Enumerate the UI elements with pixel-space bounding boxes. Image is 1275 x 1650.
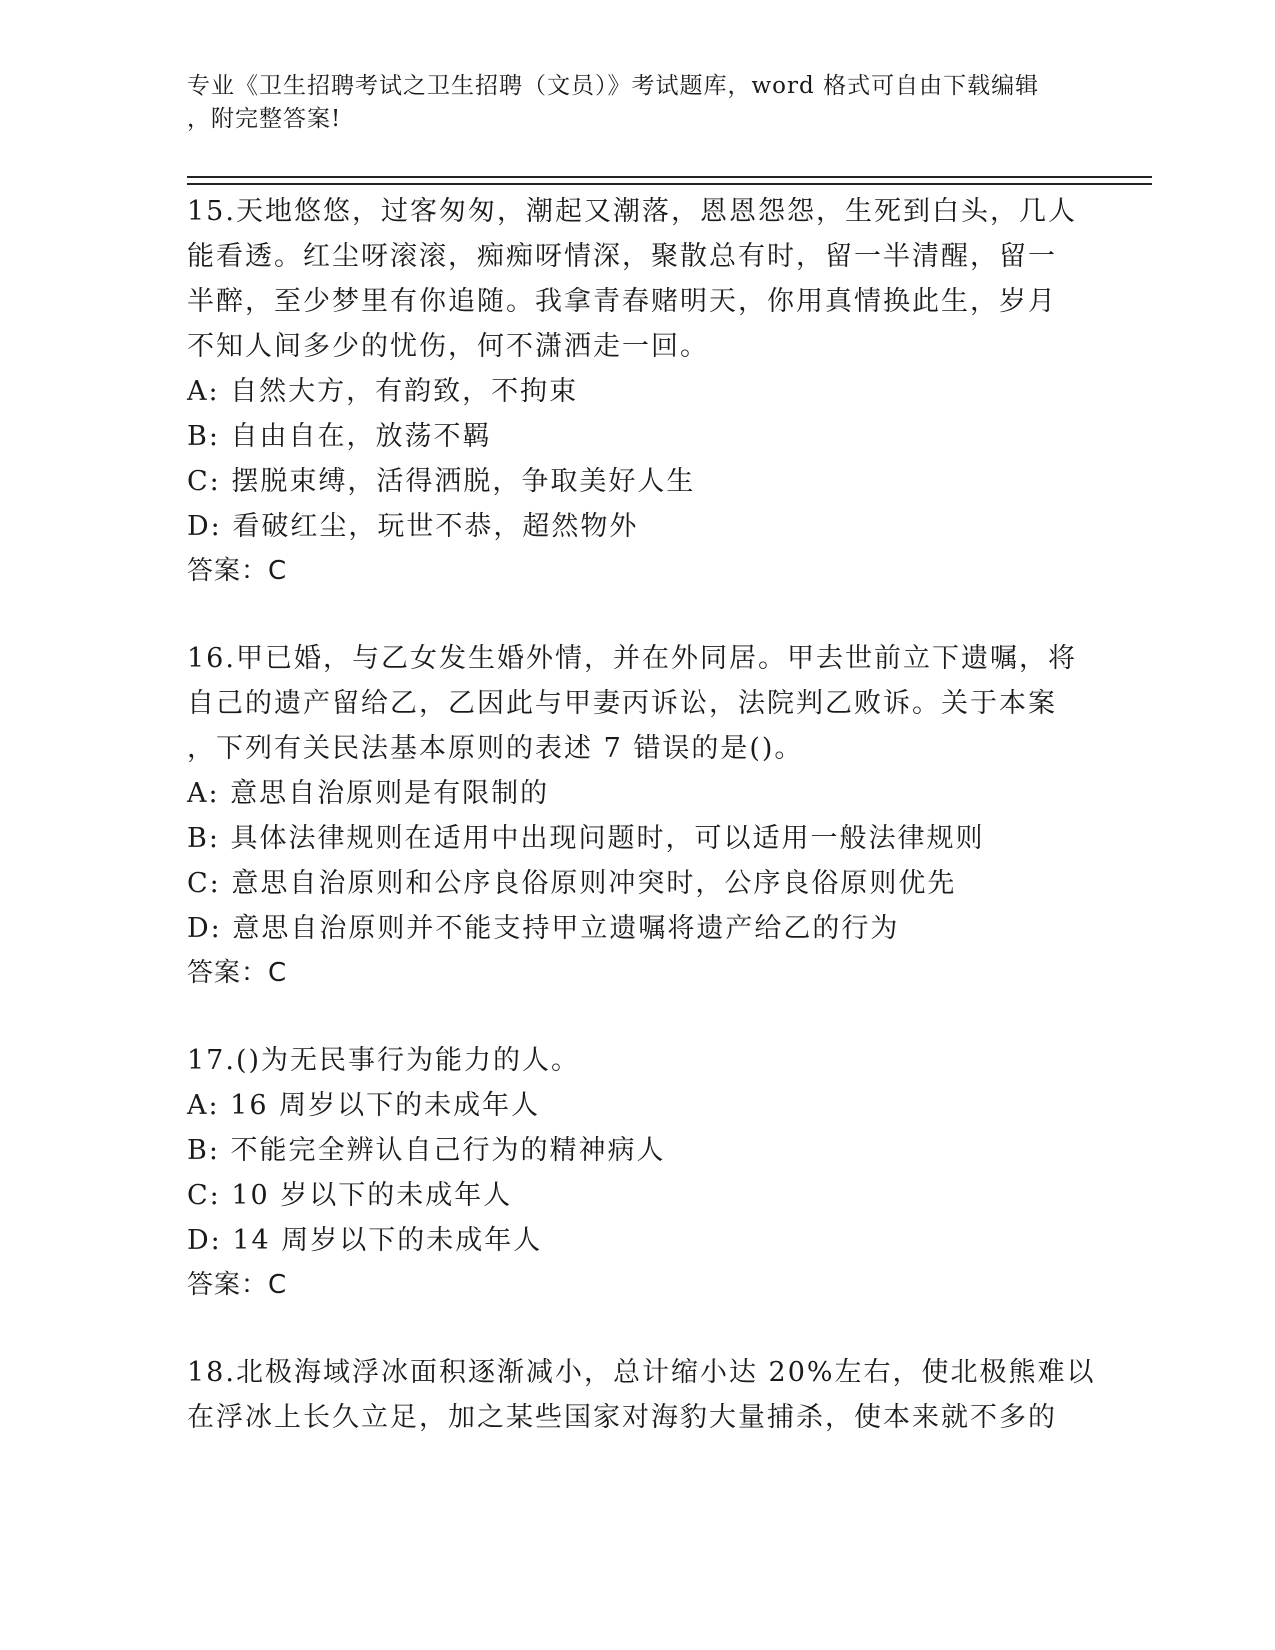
answer-option: D: 看破红尘，玩世不恭，超然物外 xyxy=(187,511,639,542)
answer-key: 答案：C xyxy=(187,1270,288,1300)
question-list xyxy=(187,189,1096,1482)
answer-option: D: 意思自治原则并不能支持甲立遗嘱将遗产给乙的行为 xyxy=(187,913,900,944)
answer-option: C: 摆脱束缚，活得洒脱，争取美好人生 xyxy=(187,466,696,497)
question-block xyxy=(187,636,1077,996)
question-block xyxy=(187,1038,1067,1308)
answer-option: A: 自然大方，有韵致，不拘束 xyxy=(187,376,579,407)
header-divider-bottom xyxy=(187,183,1152,185)
question-block xyxy=(187,189,1077,594)
question-stem xyxy=(187,189,1077,369)
question-stem-line: 自己的遗产留给乙，乙因此与甲妻丙诉讼，法院判乙败诉。关于本案 xyxy=(187,688,1057,719)
question-stem-line: 15.天地悠悠，过客匆匆，潮起又潮落，恩恩怨怨，生死到白头，几人 xyxy=(187,196,1077,227)
answer-option: A: 16 周岁以下的未成年人 xyxy=(187,1090,541,1121)
answer-option: B: 具体法律规则在适用中出现问题时，可以适用一般法律规则 xyxy=(187,823,985,854)
header-divider-top xyxy=(187,176,1152,178)
question-stem-line: 16.甲已婚，与乙女发生婚外情，并在外同居。甲去世前立下遗嘱，将 xyxy=(187,643,1077,674)
question-stem-line: 能看透。红尘呀滚滚，痴痴呀情深，聚散总有时，留一半清醒，留一 xyxy=(187,241,1057,272)
header-line-2: ，附完整答案! xyxy=(187,106,342,132)
answer-option: C: 10 岁以下的未成年人 xyxy=(187,1180,513,1211)
answer-option: B: 不能完全辨认自己行为的精神病人 xyxy=(187,1135,666,1166)
question-stem xyxy=(187,1038,1067,1083)
header-line-1: 专业《卫生招聘考试之卫生招聘（文员）》考试题库，word 格式可自由下载编辑 xyxy=(187,73,1040,99)
answer-key: 答案：C xyxy=(187,556,288,586)
answer-option: A: 意思自治原则是有限制的 xyxy=(187,778,550,809)
answer-option: D: 14 周岁以下的未成年人 xyxy=(187,1225,543,1256)
question-stem-line: 17.()为无民事行为能力的人。 xyxy=(187,1045,581,1076)
question-stem xyxy=(187,636,1077,771)
answer-option: C: 意思自治原则和公序良俗原则冲突时，公序良俗原则优先 xyxy=(187,868,957,899)
question-stem-line: 18.北极海域浮冰面积逐渐减小，总计缩小达 20%左右，使北极熊难以 xyxy=(187,1357,1096,1388)
question-block xyxy=(187,1350,1096,1440)
answer-option: B: 自由自在，放荡不羁 xyxy=(187,421,492,452)
question-stem-line: 不知人间多少的忧伤，何不潇洒走一回。 xyxy=(187,331,709,362)
question-stem-line: 在浮冰上长久立足，加之某些国家对海豹大量捕杀，使本来就不多的 xyxy=(187,1402,1057,1433)
question-stem-line: 半醉，至少梦里有你追随。我拿青春赌明天，你用真情换此生，岁月 xyxy=(187,286,1057,317)
answer-key: 答案：C xyxy=(187,958,288,988)
document-header xyxy=(187,70,1067,136)
question-stem xyxy=(187,1350,1096,1440)
question-stem-line: ，下列有关民法基本原则的表述 7 错误的是()。 xyxy=(187,733,804,764)
